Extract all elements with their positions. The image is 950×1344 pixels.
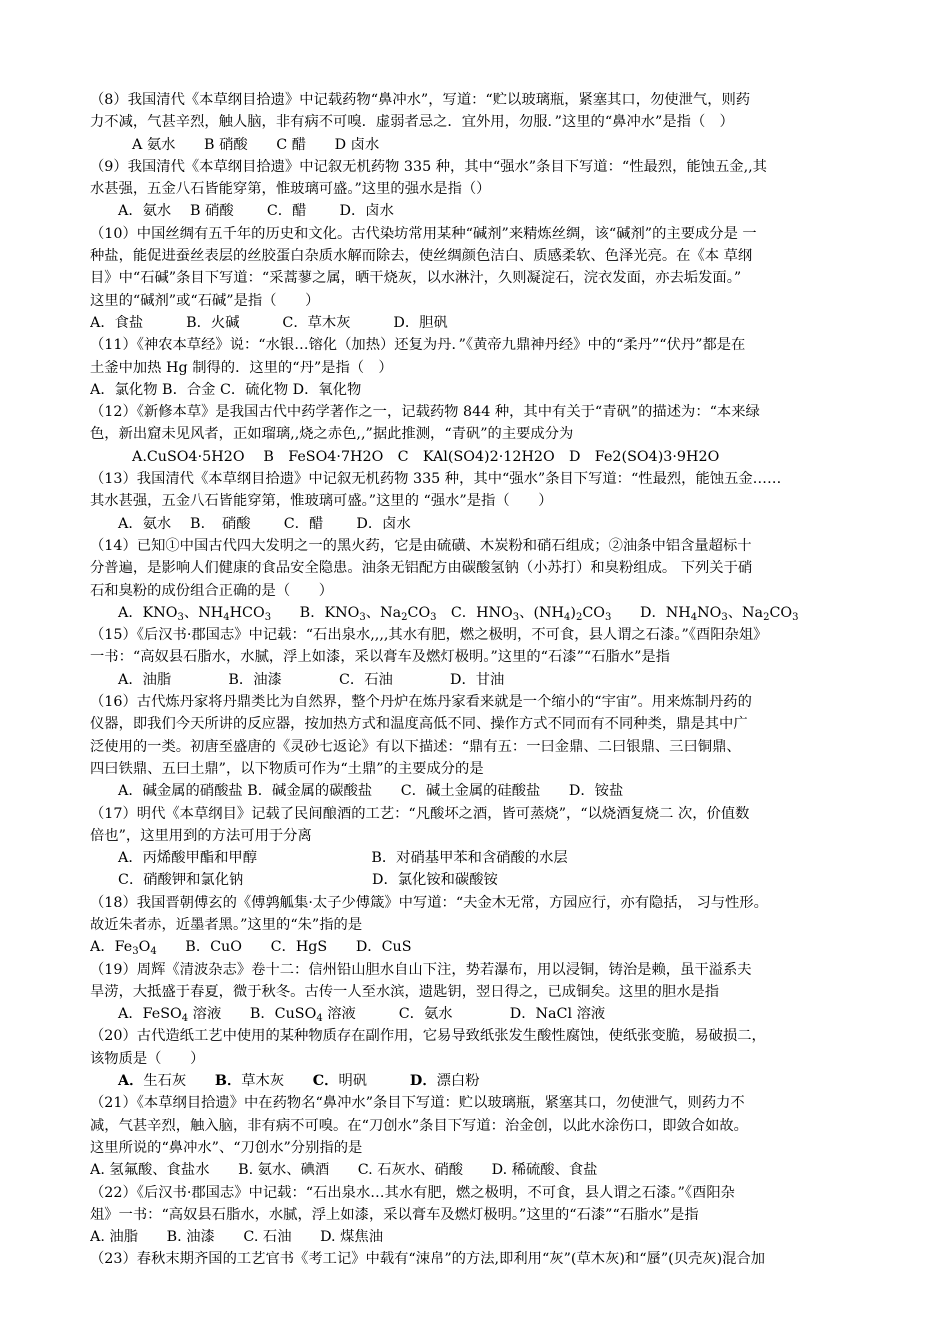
text-line: A．油脂 B．油漆 C．石油 D．甘油 [118, 671, 505, 688]
text-line: 四曰铁鼎、五曰土鼎”，以下物质可作为“土鼎”的主要成分的是 [90, 760, 484, 777]
text-line: 减，气甚辛烈，触入脑，非有病不可嗅。在“刀创水”条目下写道：治金创，以此水涂伤口，即敛合如故。 [90, 1117, 748, 1134]
text-line: A．氨水 B． 硝酸 C．醋 D．卤水 [118, 515, 411, 532]
text-line: （16）古代炼丹家将丹鼎类比为自然界，整个丹炉在炼丹家看来就是一个缩小的“宇宙”。用来炼制丹药的 [90, 694, 752, 711]
text-line: 色，新出窟未见风者，正如瑠璃,,烧之赤色,,”据此推测，“青矾”的主要成分为 [90, 426, 574, 443]
text-line: 这里所说的“鼻冲水”、“刀创水”分别指的是 [90, 1139, 363, 1156]
text-line: （15）《后汉书·郡国志》中记载：“石出泉水,,,,其水有肥，燃之极明，不可食，县人谓之石漆。”《酉阳杂俎》 [90, 627, 768, 644]
text-line: 这里的“碱剂”或“石碱”是指（ ） [90, 292, 320, 309]
text-line: A．$KNO_3$、$NH_4HCO_3$ B．$KNO_3$、$Na_2CO_3$ C．$HNO_3$、$(NH_4)_2CO_3$ D．$NH_4NO_3$、$Na_2CO_3$ [118, 604, 799, 623]
text-line: （21）《本草纲目拾遗》中在药物名“鼻冲水”条目下写道：贮以玻璃瓶，紧塞其口，勿使泄气，则药力不 [90, 1095, 745, 1112]
text-line: A．丙烯酸甲酯和甲醇 B．对硝基甲苯和含硝酸的水层 [118, 850, 568, 867]
text-line: A．碱金属的硝酸盐 B．碱金属的碳酸盐 C．碱土金属的硅酸盐 D．铵盐 [118, 783, 624, 800]
text-line: （22）《后汉书·郡国志》中记载：“石出泉水…其水有肥，燃之极明，不可食，县人谓之石漆。”《酉阳杂 [90, 1184, 735, 1201]
text-line: 分普遍，是影响人们健康的食品安全隐患。油条无铝配方由碳酸氢钠（小苏打）和臭粉组成。 下列关于硝 [90, 560, 753, 577]
text-line: 倍也”，这里用到的方法可用于分离 [90, 827, 312, 844]
text-line: A．FeSO$_4$ 溶液 B．CuSO$_4$ 溶液 C．氨水 D．NaCl 溶液 [118, 1006, 606, 1025]
text-line: 种盐，能促进蚕丝表层的丝胶蛋白杂质水解而除去，使丝绸颜色洁白、质感柔软、色泽光亮。在《本 草纲 [90, 248, 753, 265]
text-line: A. 氢氟酸、食盐水 B. 氨水、碘酒 C. 石灰水、硝酸 D. 稀硫酸、食盐 [90, 1162, 598, 1179]
text-line: A．氯化物 B．合金 C．硫化物 D．氧化物 [90, 381, 362, 398]
text-line: （11）《神农本草经》说：“水银…镕化（加热）还复为丹．”《黄帝九鼎神丹经》中的“柔丹”“伏丹”都是在 [90, 337, 746, 354]
text-line: （23）春秋末期齐国的工艺官书《考工记》中载有“涑帛”的方法,即利用“灰”(草木灰)和“蜃”(贝壳灰)混合加 [90, 1251, 766, 1268]
text-line: （13）我国清代《本草纲目拾遗》中记叙无机药物 335 种，其中“强水”条目下写道：“性最烈，能蚀五金…… [90, 471, 782, 488]
text-line: 泛使用的一类。初唐至盛唐的《灵砂七返论》有以下描述：“鼎有五：一曰金鼎、二曰银鼎、三曰铜鼎、 [90, 738, 741, 755]
text-line: A．$Fe_3O_4$ B．CuO C．HgS D．CuS [90, 939, 412, 958]
text-line: （12）《新修本草》是我国古代中药学著作之一，记载药物 844 种，其中有关于“青矾”的描述为：“本来绿 [90, 404, 760, 421]
text-line: 俎》一书：“高奴县石脂水，水腻，浮上如漆，采以膏车及燃灯极明。”这里的“石漆”“石脂水”是指 [90, 1206, 699, 1223]
text-line: C．硝酸钾和氯化钠 D．氯化铵和碳酸铵 [118, 872, 498, 889]
document-body [90, 89, 862, 1271]
text-line: 该物质是（ ） [90, 1050, 205, 1067]
text-line: （10）中国丝绸有五千年的历史和文化。古代染坊常用某种“碱剂”来精炼丝绸，该“碱剂”的主要成分是 一 [90, 225, 757, 242]
text-line: 仪器，即我们今天所讲的反应器，按加热方式和温度高低不同、操作方式不同而有不同种类，鼎是其中广 [90, 716, 748, 733]
text-line: 水甚强，五金八石皆能穿第，惟玻璃可盛。”这里的强水是指（） [90, 181, 491, 198]
text-line: A．食盐 B．火碱 C．草木灰 D．胆矾 [90, 314, 448, 331]
text-line: A.CuSO4·5H2O B FeSO4·7H2O C KAl(SO4)2·12H2O D Fe2(SO4)3·9H2O [132, 448, 720, 465]
text-line: （9）我国清代《本草纲目拾遗》中记叙无机药物 335 种，其中“强水”条目下写道：“性最烈，能蚀五金,,其 [90, 158, 767, 175]
text-line: 力不减，气甚辛烈，触人脑，非有病不可嗅．虚弱者忌之．宜外用，勿服．”这里的“鼻冲水”是指（ ） [90, 114, 734, 131]
text-line: （17）明代《本草纲目》记载了民间酿酒的工艺：“凡酸坏之酒，皆可蒸烧”，“以烧酒复烧二 次，价值数 [90, 805, 750, 822]
text-line: A．氨水 B 硝酸 C．醋 D．卤水 [118, 203, 394, 220]
text-line: （8）我国清代《本草纲目拾遗》中记载药物“鼻冲水”，写道：“贮以玻璃瓶，紧塞其口，勿使泄气，则药 [90, 92, 751, 108]
text-line: 其水甚强，五金八石皆能穿第，惟玻璃可盛。”这里的 “强水”是指（ ） [90, 493, 553, 510]
text-line: 故近朱者赤，近墨者黑。”这里的“朱”指的是 [90, 916, 363, 933]
text-line: （14）已知①中国古代四大发明之一的黑火药，它是由硫磺、木炭粉和硝石组成；②油条中铝含量超标十 [90, 537, 752, 554]
text-line: （18）我国晋朝傅玄的《傅鹑觚集·太子少傅箴》中写道：“夫金木无常，方园应行，亦有隐括， 习与性形。 [90, 894, 768, 911]
text-line: A. 油脂 B. 油漆 C. 石油 D. 煤焦油 [90, 1229, 384, 1246]
text-line: A．生石灰 B．草木灰 C．明矾 D．漂白粉 [118, 1073, 480, 1090]
text-line: 一书：“高奴县石脂水，水腻，浮上如漆，采以膏车及燃灯极明。”这里的“石漆”“石脂水”是指 [90, 649, 670, 666]
text-line: 旱涝，大抵盛于春夏，微于秋冬。古传一人至水滨，遗匙钥，翌日得之，已成铜矣。这里的胆水是指 [90, 983, 720, 1000]
text-line: 石和臭粉的成份组合正确的是（ ） [90, 582, 334, 599]
text-line: 土釜中加热 Hg 制得的．这里的“丹”是指（ ） [90, 359, 393, 376]
text-line: 目》中“石碱”条目下写道：“采蒿蓼之属，晒干烧灰，以水淋汁，久则凝淀石，浣衣发面，亦去垢发面。” [90, 270, 742, 287]
text-line: A 氨水 B 硝酸 C 醋 D 卤水 [132, 136, 380, 153]
text-line: （19）周辉《清波杂志》卷十二：信州铅山胆水自山下注，势若瀑布，用以浸铜，铸治是赖，虽干溢系夫 [90, 961, 752, 978]
text-line: （20）古代造纸工艺中使用的某种物质存在副作用，它易导致纸张发生酸性腐蚀，使纸张变脆，易破损二， [90, 1028, 766, 1045]
